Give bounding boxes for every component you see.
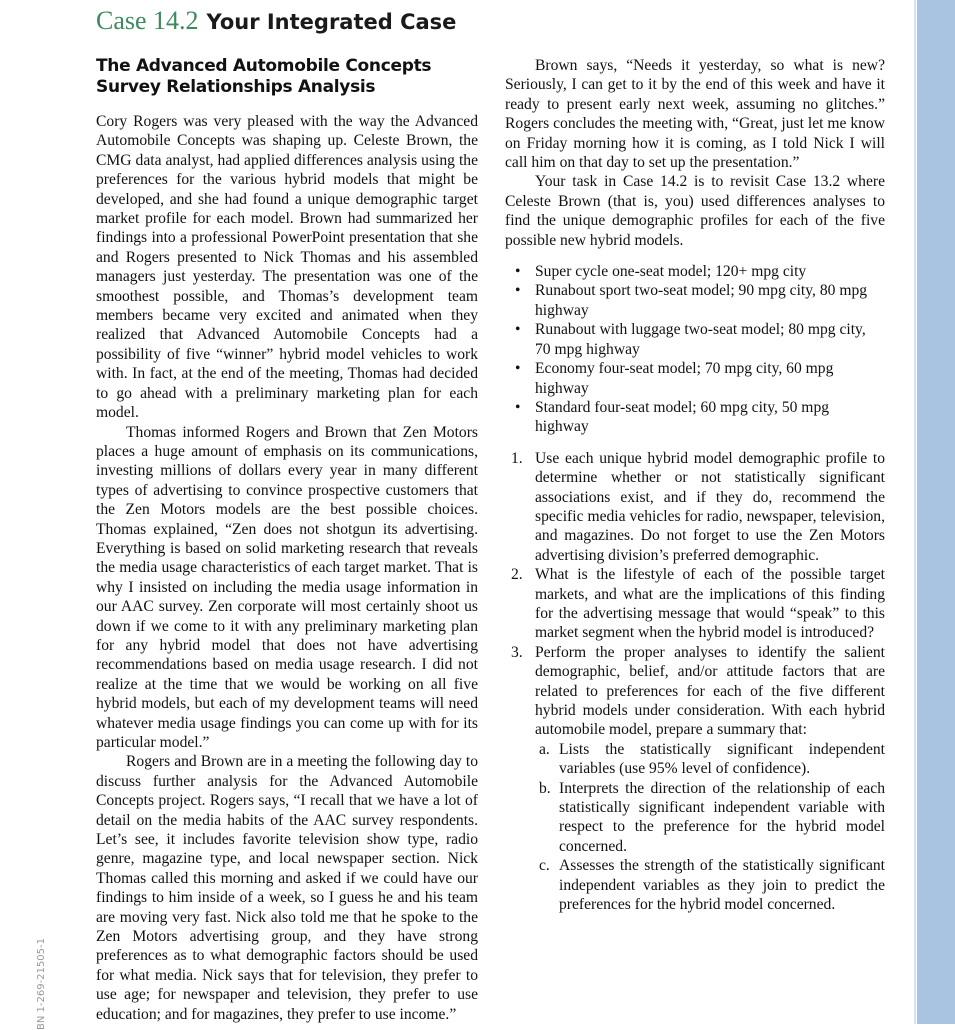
subitem-letter: a. xyxy=(539,740,550,758)
bullet-icon: • xyxy=(515,282,521,300)
subitem xyxy=(535,856,885,914)
left-column xyxy=(96,56,478,1024)
list-item xyxy=(505,281,885,320)
list-item-text: Economy four-seat model; 70 mpg city, 60 mpg highway xyxy=(535,360,834,397)
page-edge-stripe xyxy=(917,0,955,1024)
bullet-icon: • xyxy=(515,398,521,416)
question-item xyxy=(505,449,885,565)
subitem-letter: c. xyxy=(539,857,550,875)
bullet-icon: • xyxy=(515,263,521,281)
subitem-text: Lists the statistically significant independent variables (use 95% level of confidence). xyxy=(559,740,885,778)
question-item xyxy=(505,643,885,915)
subitem-text: Interprets the direction of the relationship of each statistically significant independent variable with respect to the preference for the hybrid model concerned. xyxy=(559,779,885,855)
page-edge-line xyxy=(914,0,916,1024)
list-item xyxy=(505,262,885,281)
list-item-text: Runabout sport two-seat model; 90 mpg city, 80 mpg highway xyxy=(535,282,868,319)
case-header xyxy=(96,6,456,36)
question-list xyxy=(505,449,885,915)
question-text: Use each unique hybrid model demographic profile to determine whether or not statistically significant associations exist, and if they do, recommend the specific media vehicles for radio, newspaper, television, and magazines. Do not forget to use the Zen Motors advertising division’s preferred demographic. xyxy=(535,449,885,564)
paragraph: Rogers and Brown are in a meeting the following day to discuss further analysis for the Advanced Automobile Concepts project. Rogers says, “I recall that we have a lot of detail on the media habits of the AAC survey respondents. Let’s see, it includes favorite television show type, radio genre, magazine type, and local newspaper section. Nick Thomas called this morning and asked if we could have our findings to him inside of a week, so I guess he and his team are moving very fast. Nick also told me that he spoke to the Zen Motors advertising group, and they have strong preferences as to what demographic factors should be used for what media. Nick says that for television, they prefer to use age; for newspaper and television, they prefer to use education; and for magazines, they prefer to use income.” xyxy=(96,753,478,1023)
question-number: 3. xyxy=(511,643,523,661)
question-text: What is the lifestyle of each of the possible target markets, and what are the implications of this finding for the advertising message that would “speak” to this market segment when the hybrid model is introduced? xyxy=(535,566,885,642)
list-item-text: Standard four-seat model; 60 mpg city, 50 mpg highway xyxy=(535,398,830,436)
question-number: 2. xyxy=(511,566,523,584)
list-item xyxy=(505,398,885,437)
list-item-text: Super cycle one-seat model; 120+ mpg city xyxy=(535,263,807,281)
hybrid-model-list xyxy=(505,262,885,437)
question-item xyxy=(505,565,885,643)
subitem-letter: b. xyxy=(539,779,551,797)
paragraph: Brown says, “Needs it yesterday, so what is new? Seriously, I can get to it by the end of this week and have it ready to present early next week, assuming no glitches.” Rogers concludes the meeting with, “Great, just let me know on Friday morning how it is coming, as I told Nick I will call him on that day to set up the presentation.” xyxy=(505,57,885,172)
paragraph: Your task in Case 14.2 is to revisit Case 13.2 where Celeste Brown (that is, you) used differences analyses to find the unique demographic profiles for each of the five possible new hybrid models. xyxy=(505,173,885,249)
subitem xyxy=(535,740,885,779)
paragraph: Thomas informed Rogers and Brown that Zen Motors places a huge amount of emphasis on its communications, investing millions of dollars every year in many different types of advertising to convince prospective customers that the Zen Motors models are the best possible choices. Thomas explained, “Zen does not shotgun its advertising. Everything is based on solid marketing research that reveals the media usage characteristics of each target market. That is why I insisted on including the media usage information in our AAC survey. Zen corporate will most certainly shoot us down if we come to it with any preliminary marketing plan for any hybrid model that does not have advertising recommendations based on media usage research. I did not realize at the time that we would be working on all five hybrid models, but each of my development teams will need whatever media usage findings you can come up with for its particular model.” xyxy=(96,423,478,751)
case-number: Case 14.2 xyxy=(96,6,199,35)
section-title: The Advanced Automobile Concepts Survey Relationships Analysis xyxy=(96,56,432,97)
question-number: 1. xyxy=(511,449,523,467)
list-item xyxy=(505,359,885,398)
subitem-text: Assesses the strength of the statistically significant independent variables as they join to predict the preferences for the hybrid model concerned. xyxy=(559,857,885,914)
question-text: Perform the proper analyses to identify the salient demographic, belief, and/or attitude factors that are related to preferences for each of the five different hybrid models under consideration. With each hybrid automobile model, prepare a summary that: xyxy=(535,643,885,739)
list-item xyxy=(505,320,885,359)
subitem-list xyxy=(535,740,885,915)
paragraph: Cory Rogers was very pleased with the way the Advanced Automobile Concepts was shaping up. Celeste Brown, the CMG data analyst, had applied differences analysis using the preferences for the various hybrid models that might be developed, and she had found a unique demographic target market profile for each model. Brown had summarized her findings into a professional PowerPoint presentation that she and Rogers presented to Nick Thomas and his assembled managers just yesterday. The presentation was one of the smoothest possible, and Thomas’s development team members became very excited and animated when they realized that Advanced Automobile Concepts had a possibility of five “winner” hybrid model vehicles to work with. In fact, at the end of the meeting, Thomas had decided to go ahead with a preliminary marketing plan for each model. xyxy=(96,113,478,422)
bullet-icon: • xyxy=(515,321,521,339)
side-code: BN 1-269-21505-1 xyxy=(36,938,47,1030)
right-column xyxy=(505,56,885,914)
subitem xyxy=(535,779,885,857)
bullet-icon: • xyxy=(515,360,521,378)
case-title: Your Integrated Case xyxy=(206,10,457,34)
list-item-text: Runabout with luggage two-seat model; 80 mpg city, 70 mpg highway xyxy=(535,321,866,358)
